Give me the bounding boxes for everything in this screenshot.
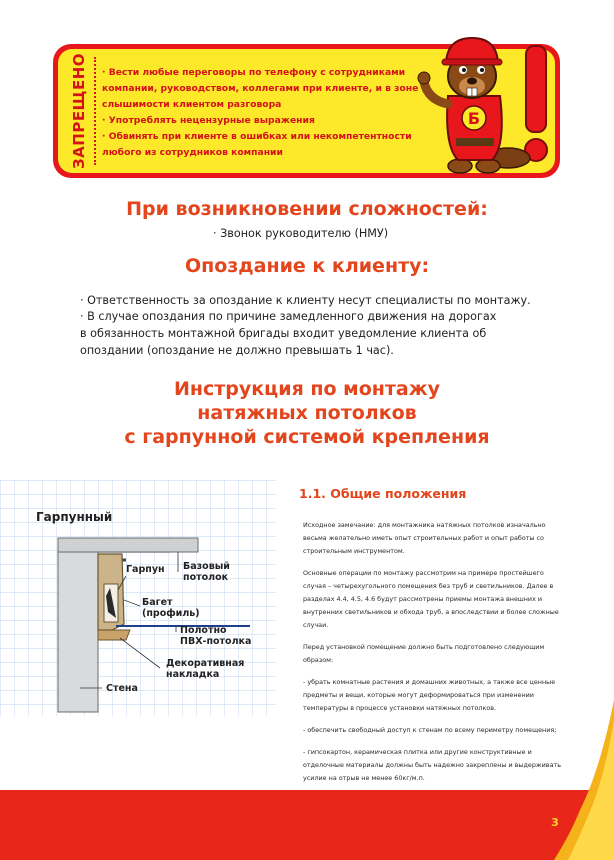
diagram-title: Гарпунный (36, 510, 113, 524)
label-decor: накладка (166, 669, 220, 680)
section-paragraph: - гипсокартон, керамическая плитка или другие конструктивные и отделочные материалы должны быть надежно закреплены и выдерживать усилие на отрыв не менее 60кг/м.п. (303, 748, 561, 782)
footer-band (0, 790, 614, 860)
instruction-title-line: Инструкция по монтажу (173, 378, 441, 400)
banner-divider (94, 57, 96, 165)
prohibited-label: ЗАПРЕЩЕНО (70, 53, 88, 169)
page-curl-icon (540, 700, 614, 860)
lateness-line: · Ответственность за опоздание к клиенту несут специалисты по монтажу. (80, 294, 531, 307)
label-baguette: Багет (142, 597, 173, 608)
section-paragraph: Перед установкой помещение должно быть подготовлено следующим образом: (303, 643, 545, 664)
banner-vertical-label (66, 53, 92, 169)
label-baguette: (профиль) (142, 608, 200, 619)
instruction-title-line: с гарпунной системой крепления (124, 426, 490, 448)
section-paragraph: - обеспечить свободный доступ к стенам по всему периметру помещения; (303, 726, 557, 734)
base-ceiling-shape (58, 538, 198, 552)
page-number: 3 (551, 816, 559, 829)
prohibited-item: · Обвинять при клиенте в ошибках или некомпетентности любого из сотрудников компании (102, 129, 448, 161)
lateness-title: Опоздание к клиенту: (184, 255, 430, 277)
label-base-ceiling: потолок (183, 572, 229, 583)
label-pvc-sheet: ПВХ-потолка (180, 636, 252, 647)
prohibited-item: · Употреблять нецензурные выражения (102, 113, 448, 129)
difficulties-line: · Звонок руководителю (НМУ) (213, 227, 389, 240)
label-harpoon: Гарпун (126, 564, 165, 575)
harpoon-system-diagram (0, 480, 276, 716)
lateness-line: в обязанность монтажной бригады входит уведомление клиента об (80, 327, 487, 340)
lateness-line: · В случае опоздания по причине замедленного движения на дорогах (80, 310, 497, 323)
beaver-mascot-icon (414, 26, 554, 176)
decor-overlay-shape (98, 630, 130, 640)
difficulties-title: При возникновении сложностей: (126, 198, 488, 220)
section-paragraph: Исходное замечание: для монтажника натяжных потолков изначально весьма желательно иметь опыт строительных работ и опыт работы со строительным инструментом. (303, 521, 546, 555)
label-base-ceiling: Базовый (183, 561, 230, 572)
section-paragraph: - убрать комнатные растения и домашних животных, а также все ценные предметы и вещи, которые могут деформироваться при изменении температуры в процессе установки натяжных потолков. (303, 678, 556, 712)
lateness-line: опоздании (опоздание не должно превышать 1 час). (80, 344, 394, 357)
section-body (303, 519, 561, 794)
section-title: 1.1. Общие положения (299, 486, 467, 501)
label-wall: Стена (106, 683, 138, 694)
label-decor: Декоративная (166, 658, 245, 669)
instruction-title-line: натяжных потолков (197, 402, 417, 424)
instruction-title (0, 377, 614, 449)
prohibited-list (102, 65, 448, 161)
label-pvc-sheet: Полотно (180, 625, 227, 636)
prohibited-item: · Вести любые переговоры по телефону с сотрудниками компании, руководством, коллегами при клиенте, и в зоне слышимости клиентом разговора (102, 65, 448, 113)
section-paragraph: Основные операции по монтажу рассмотрим на примере простейшего случая – четырехугольного помещения без труб и светильников. Далее в разделах 4.4, 4.5, 4.6 будут рассмотрены приемы монтажа внешних и внутренних светильников и обхода труб, а впоследствии и более сложные случаи. (303, 569, 559, 629)
prohibited-banner (53, 44, 560, 178)
mascot-letter: Б (467, 109, 481, 128)
